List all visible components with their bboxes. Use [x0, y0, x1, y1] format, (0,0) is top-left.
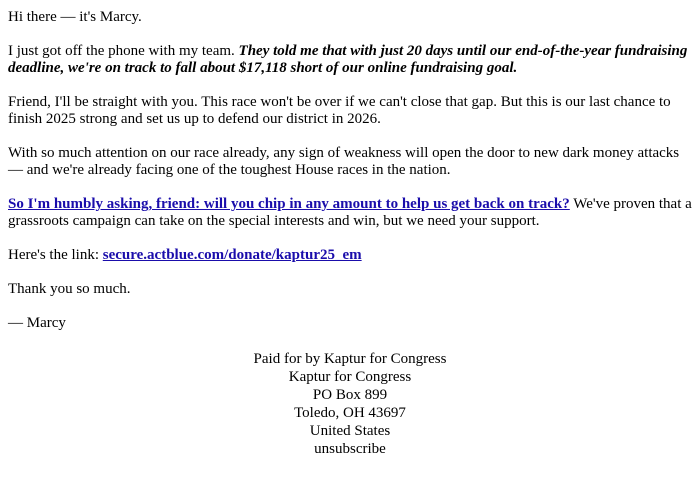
email-footer: [8, 350, 692, 458]
paragraph-1-text: I just got off the phone with my team.: [8, 43, 235, 59]
paragraph-1: [8, 43, 692, 77]
thanks: Thank you so much.: [8, 281, 131, 297]
footer-country: United States: [309, 423, 391, 439]
paragraph-3: With so much attention on our race already, any sign of weakness will open the door to new dark money attacks — and we're already facing one of the toughest House races in the nation.: [8, 145, 680, 178]
donate-url-link[interactable]: secure.actblue.com/donate/kaptur25_em: [102, 247, 362, 263]
signoff: — Marcy: [8, 315, 66, 331]
greeting: Hi there — it's Marcy.: [8, 9, 142, 25]
paragraph-1-emphasis: They told me that with just 20 days until our end-of-the-year fundraising deadline, we're on track to fall about $17,118 short of our online fundraising goal.: [8, 43, 688, 76]
paragraph-ask: [8, 196, 692, 230]
footer-org: Kaptur for Congress: [288, 369, 412, 385]
footer-po-box: PO Box 899: [312, 387, 388, 403]
paragraph-2: Friend, I'll be straight with you. This race won't be over if we can't close that gap. But this is our last chance to finish 2025 strong and set us up to defend our district in 2026.: [8, 94, 671, 127]
link-label: Here's the link:: [8, 247, 100, 263]
ask-text: We've proven that a grassroots campaign can take on the special interests and win, but we need your support.: [8, 196, 692, 229]
donate-ask-link[interactable]: So I'm humbly asking, friend: will you chip in any amount to help us get back on track?: [8, 196, 570, 212]
footer-city: Toledo, OH 43697: [294, 405, 406, 421]
paragraph-link: [8, 247, 692, 264]
unsubscribe-link[interactable]: unsubscribe: [314, 441, 386, 457]
paid-for-disclaimer: Paid for by Kaptur for Congress: [253, 351, 447, 367]
